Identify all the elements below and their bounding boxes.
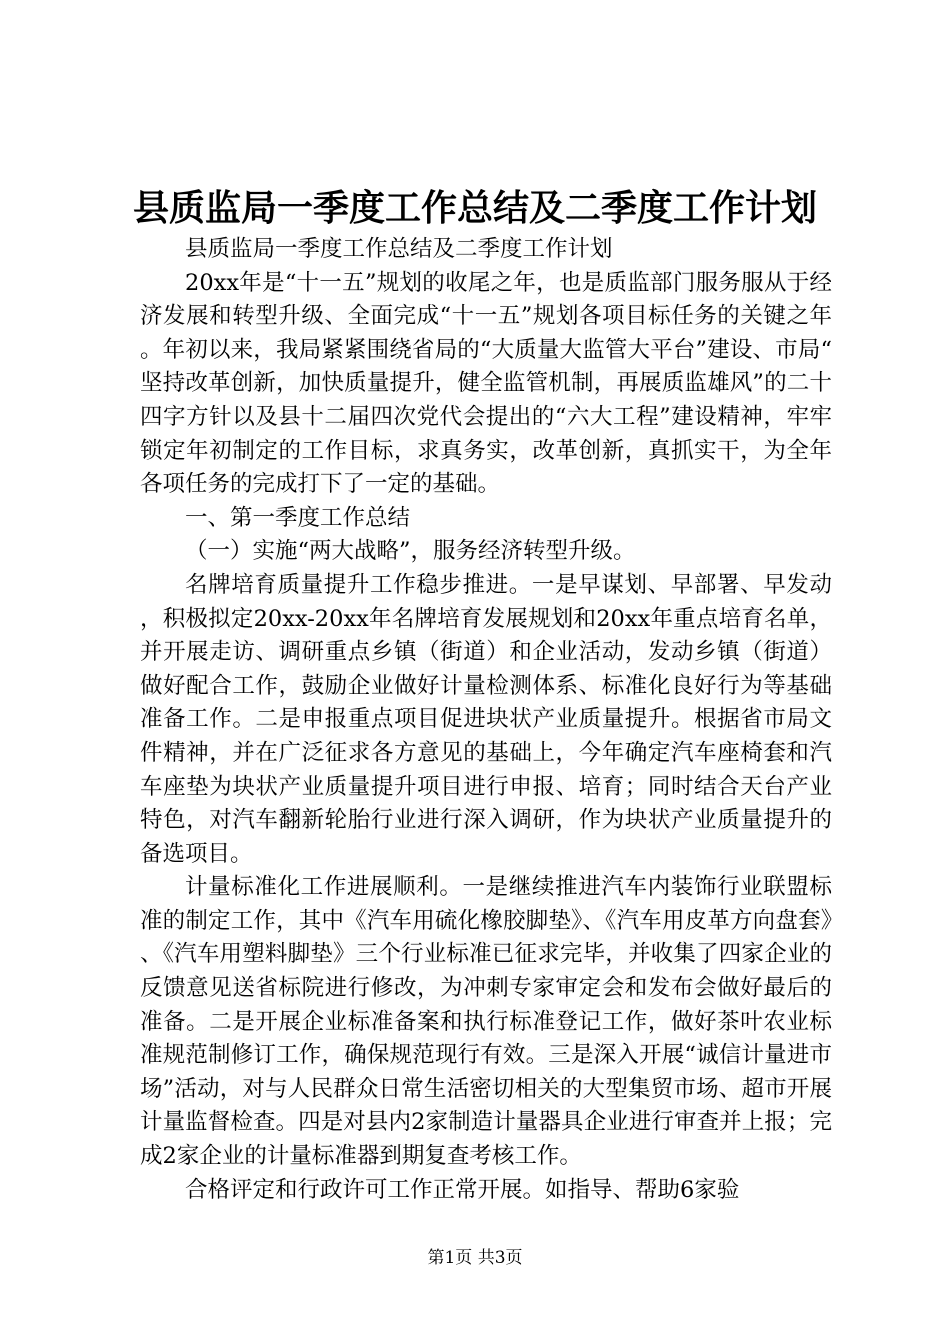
paragraph-metrology-standardization: 计量标准化工作进展顺利。一是继续推进汽车内装饰行业联盟标准的制定工作，其中《汽车用硫化橡胶脚垫》、《汽车用皮革方向盘套》、《汽车用塑料脚垫》三个行业标准已征求完毕，并收集了四家企业的反馈意见送省标院进行修改，为冲刺专家审定会和发布会做好最后的准备。二是开展企业标准备案和执行标准登记工作，做好茶叶农业标准规范制修订工作，确保规范现行有效。三是深入开展“诚信计量进市场”活动，对与人民群众日常生活密切相关的大型集贸市场、超市开展计量监督检查。四是对县内2家制造计量器具企业进行审查并上报；完成2家企业的计量标准器到期复查考核工作。 [140, 874, 832, 1170]
paragraph-brand-cultivation: 名牌培育质量提升工作稳步推进。一是早谋划、早部署、早发动，积极拟定20xx-20xx年名牌培育发展规划和20xx年重点培育名单，并开展走访、调研重点乡镇（街道）和企业活动，发动乡镇（街道）做好配合工作，鼓励企业做好计量检测体系、标准化良好行为等基础准备工作。二是申报重点项目促进块状产业质量提升。根据省市局文件精神，并在广泛征求各方意见的基础上，今年确定汽车座椅套和汽车座垫为块状产业质量提升项目进行申报、培育；同时结合天台产业特色，对汽车翻新轮胎行业进行深入调研，作为块状产业质量提升的备选项目。 [140, 571, 832, 867]
paragraph-conformity-assessment: 合格评定和行政许可工作正常开展。如指导、帮助6家验 [185, 1176, 740, 1203]
paragraph-intro: 20xx年是“十一五”规划的收尾之年，也是质监部门服务服从于经济发展和转型升级、全面完成“十一五”规划各项目标任务的关键之年。年初以来，我局紧紧围绕省局的“大质量大监管大平台”建设、市局“坚持改革创新，加快质量提升，健全监管机制，再展质监雄风”的二十四字方针以及县十二届四次党代会提出的“六大工程”建设精神，牢牢锁定年初制定的工作目标，求真务实，改革创新，真抓实干，为全年各项任务的完成打下了一定的基础。 [140, 269, 832, 498]
document-title: 县质监局一季度工作总结及二季度工作计划 [132, 188, 817, 229]
document-body [140, 233, 832, 1207]
subsection-heading: （一）实施“两大战略”，服务经济转型升级。 [185, 538, 636, 565]
page-footer: 第1页 共3页 [427, 1248, 523, 1268]
paragraph-subtitle: 县质监局一季度工作总结及二季度工作计划 [185, 236, 613, 262]
section-heading: 一、第一季度工作总结 [185, 504, 411, 531]
